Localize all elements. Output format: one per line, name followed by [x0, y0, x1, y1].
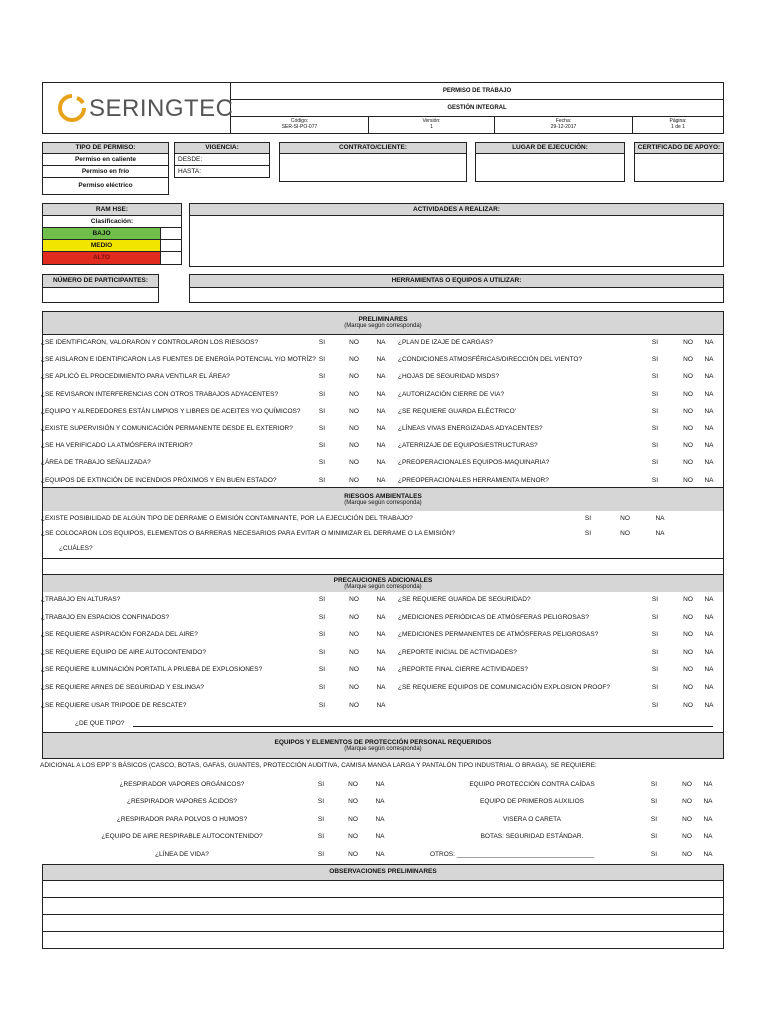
epp-header: EQUIPOS Y ELEMENTOS DE PROTECCIÓN PERSONAL REQUERIDOS (Marque según corresponda) — [42, 732, 724, 759]
ambientales-header: RIESGOS AMBIENTALES (Marque según corresponda) — [42, 487, 724, 512]
option-na[interactable]: NA — [376, 339, 386, 346]
form-subtitle: GESTIÓN INTEGRAL — [447, 105, 507, 111]
option-si[interactable]: SI — [318, 459, 326, 467]
question-right: ¿AUTORIZACIÓN CIERRE DE VIA? — [398, 390, 505, 398]
epp-item-right: OTROS: ______________________________________ — [430, 850, 595, 858]
option-si[interactable]: SI — [651, 631, 659, 639]
epp-item-left: ¿EQUIPO DE AIRE RESPIRABLE AUTOCONTENIDO? — [101, 833, 263, 841]
option-na[interactable]: NA — [703, 798, 713, 806]
epp-body — [42, 759, 724, 863]
option-si[interactable]: SI — [317, 833, 325, 841]
option-no[interactable]: NO — [683, 596, 693, 603]
logo-ring-icon — [57, 93, 87, 123]
option-na[interactable]: NA — [704, 390, 714, 398]
option-na[interactable]: NA — [375, 798, 385, 806]
question-right: ¿PREOPERACIONALES EQUIPOS-MAQUINARIA? — [398, 459, 550, 467]
option-no[interactable]: NO — [349, 631, 359, 639]
meta-row — [231, 117, 723, 133]
option-no[interactable]: NO — [683, 701, 693, 709]
question-left: ¿TRABAJO EN ESPACIOS CONFINADOS? — [41, 613, 170, 621]
option-na[interactable]: NA — [375, 815, 385, 823]
option-na[interactable]: NA — [704, 442, 714, 450]
option-na[interactable]: NA — [655, 515, 665, 522]
ram-header: RAM HSE: — [42, 203, 182, 216]
preliminares-subtitle: (Marque según corresponda) — [344, 323, 422, 329]
option-si[interactable]: SI — [317, 815, 325, 823]
meta-page-label: Página: — [669, 118, 687, 124]
option-si[interactable]: SI — [584, 530, 592, 537]
ambientales-question: ¿SE COLOCARON LOS EQUIPOS, ELEMENTOS O BARRERAS NECESARIOS PARA EVITAR O MINIMIZAR EL DERRAME O LA EMISIÓN? — [41, 530, 456, 537]
precauciones-body — [42, 592, 724, 733]
logo-wordmark: SERINGTEC — [89, 95, 234, 122]
option-si[interactable]: SI — [318, 648, 326, 656]
option-si[interactable]: SI — [317, 850, 325, 858]
option-si[interactable]: SI — [318, 666, 326, 674]
question-left: ¿SE REQUIERE ARNES DE SEGURIDAD Y ESLINGA? — [41, 684, 205, 691]
question-right: ¿PLAN DE IZAJE DE CARGAS? — [398, 339, 493, 346]
question-right: ¿SE REQUIERE GUARDA ELÉCTRICO' — [398, 407, 516, 415]
participantes-field[interactable] — [42, 287, 159, 303]
option-no[interactable]: NO — [349, 459, 359, 467]
lugar-field[interactable] — [475, 153, 625, 182]
meta-date-value: 29-12-2017 — [550, 124, 577, 130]
option-si[interactable]: SI — [318, 631, 326, 639]
option-na[interactable]: NA — [376, 666, 386, 674]
observaciones-header: OBSERVACIONES PRELIMINARES — [42, 864, 724, 881]
actividades-field[interactable] — [189, 215, 724, 267]
option-na[interactable]: NA — [704, 596, 714, 603]
question-right: ¿ATERRIZAJE DE EQUIPOS/ESTRUCTURAS? — [398, 442, 538, 450]
tipo-permiso-option[interactable]: Permiso eléctrico — [42, 177, 169, 195]
option-no[interactable]: NO — [683, 631, 693, 639]
option-no[interactable]: NO — [349, 596, 359, 603]
option-na[interactable]: NA — [376, 356, 386, 364]
option-si[interactable]: SI — [651, 596, 659, 603]
option-na[interactable]: NA — [376, 631, 386, 639]
option-no[interactable]: NO — [682, 798, 692, 806]
vigencia-header: VIGENCIA: — [174, 142, 270, 154]
question-right: ¿HOJAS DE SEGURIDAD MSDS? — [398, 373, 500, 381]
form-header — [42, 82, 724, 134]
option-na[interactable]: NA — [704, 701, 714, 709]
question-left: ¿SE REQUIERE EQUIPO DE AIRE AUTOCONTENIDO? — [41, 648, 206, 656]
option-no[interactable]: NO — [620, 530, 630, 537]
option-si[interactable]: SI — [318, 339, 326, 346]
question-left: ¿ÁREA DE TRABAJO SEÑALIZADA? — [41, 459, 151, 467]
question-left: ¿SE IDENTIFICARON, VALORARON Y CONTROLARON LOS RIESGOS? — [41, 339, 259, 346]
option-no[interactable]: NO — [348, 833, 358, 841]
epp-item-right: EQUIPO PROTECCIÓN CONTRA CAÍDAS — [469, 781, 595, 788]
option-na[interactable]: NA — [376, 425, 386, 432]
participantes-header: NÚMERO DE PARTICIPANTES: — [42, 274, 159, 288]
option-si[interactable]: SI — [318, 476, 326, 484]
option-na[interactable]: NA — [704, 356, 714, 364]
option-na[interactable]: NA — [704, 407, 714, 415]
option-si[interactable]: SI — [651, 613, 659, 621]
preliminares-rows — [43, 335, 723, 487]
option-na[interactable]: NA — [704, 666, 714, 674]
option-na[interactable]: NA — [376, 596, 386, 603]
preliminares-title: PRELIMINARES — [358, 316, 408, 323]
option-no[interactable]: NO — [348, 798, 358, 806]
option-si[interactable]: SI — [651, 666, 659, 674]
option-no[interactable]: NO — [620, 515, 630, 522]
option-no[interactable]: NO — [683, 339, 693, 346]
question-left: ¿SE APLICÓ EL PROCEDIMIENTO PARA VENTILAR EL ÁREA? — [41, 373, 230, 381]
option-na[interactable]: NA — [375, 833, 385, 841]
option-no[interactable]: NO — [349, 373, 359, 381]
option-no[interactable]: NO — [683, 356, 693, 364]
option-si[interactable]: SI — [651, 684, 659, 691]
question-right: ¿MEDICIONES PERMANENTES DE ATMÓSFERAS PELIGROSAS? — [398, 631, 599, 639]
question-right: ¿REPORTE FINAL CIERRE ACTIVIDADES? — [398, 666, 529, 674]
option-no[interactable]: NO — [683, 684, 693, 691]
vigencia-hasta-field[interactable]: HASTA: — [174, 165, 270, 178]
meta-version-label: Versión: — [422, 118, 441, 124]
option-na[interactable]: NA — [704, 373, 714, 381]
option-na[interactable]: NA — [376, 648, 386, 656]
epp-item-left: ¿RESPIRADOR PARA POLVOS O HUMOS? — [116, 815, 248, 823]
option-si[interactable]: SI — [318, 407, 326, 415]
ram-level-bajo[interactable]: BAJO — [42, 227, 161, 240]
option-si[interactable]: SI — [651, 356, 659, 364]
observaciones-line[interactable] — [42, 897, 724, 915]
option-no[interactable]: NO — [349, 339, 359, 346]
form-title: PERMISO DE TRABAJO — [442, 88, 512, 94]
contrato-header: CONTRATO/CLIENTE: — [279, 142, 467, 154]
option-no[interactable]: NO — [349, 407, 359, 415]
option-si[interactable]: SI — [651, 701, 659, 709]
option-si[interactable]: SI — [318, 596, 326, 603]
option-na[interactable]: NA — [376, 373, 386, 381]
option-si[interactable]: SI — [650, 833, 658, 841]
option-na[interactable]: NA — [704, 631, 714, 639]
option-no[interactable]: NO — [349, 648, 359, 656]
option-no[interactable]: NO — [683, 613, 693, 621]
option-na[interactable]: NA — [376, 459, 386, 467]
question-left: ¿TRABAJO EN ALTURAS? — [41, 596, 121, 603]
option-si[interactable]: SI — [317, 798, 325, 806]
option-no[interactable]: NO — [683, 648, 693, 656]
observaciones-line[interactable] — [42, 931, 724, 949]
option-no[interactable]: NO — [683, 407, 693, 415]
tipo-permiso-option[interactable]: Permiso en caliente — [42, 153, 169, 166]
certificado-header: CERTIFICADO DE APOYO: — [634, 142, 724, 154]
option-si[interactable]: SI — [651, 459, 659, 467]
option-na[interactable]: NA — [655, 530, 665, 537]
option-na[interactable]: NA — [704, 684, 714, 691]
option-no[interactable]: NO — [683, 442, 693, 450]
option-na[interactable]: NA — [376, 442, 386, 450]
option-no[interactable]: NO — [683, 459, 693, 467]
option-na[interactable]: NA — [375, 781, 385, 788]
option-si[interactable]: SI — [650, 815, 658, 823]
option-si[interactable]: SI — [651, 339, 659, 346]
option-na[interactable]: NA — [375, 850, 385, 858]
precauciones-rows — [43, 592, 723, 716]
option-si[interactable]: SI — [318, 373, 326, 381]
company-logo — [43, 83, 234, 133]
option-si[interactable]: SI — [318, 613, 326, 621]
option-no[interactable]: NO — [349, 701, 359, 709]
question-left: ¿EQUIPOS DE EXTINCIÓN DE INCENDIOS PRÓXIMOS Y EN BUEN ESTADO? — [41, 476, 277, 484]
option-na[interactable]: NA — [376, 701, 386, 709]
option-si[interactable]: SI — [651, 648, 659, 656]
option-si[interactable]: SI — [318, 684, 326, 691]
option-no[interactable]: NO — [683, 666, 693, 674]
option-si[interactable]: SI — [318, 701, 326, 709]
question-left: ¿SE REVISARON INTERFERENCIAS CON OTROS TRABAJOS ADYACENTES? — [41, 390, 279, 398]
option-no[interactable]: NO — [683, 390, 693, 398]
precauciones-header: PRECAUCIONES ADICIONALES (Marque según corresponda) — [42, 574, 724, 593]
option-si[interactable]: SI — [651, 425, 659, 432]
ram-classification-label: Clasificación: — [42, 215, 182, 228]
question-left: ¿EXISTE SUPERVISIÓN Y COMUNICACIÓN PERMANENTE DESDE EL EXTERIOR? — [41, 425, 293, 432]
question-left: ¿EQUIPO Y ALREDEDORES ESTÁN LIMPIOS Y LIBRES DE ACEITES Y/O QUÍMICOS? — [41, 407, 301, 415]
option-si[interactable]: SI — [651, 407, 659, 415]
herramientas-field[interactable] — [189, 287, 724, 303]
option-si[interactable]: SI — [651, 373, 659, 381]
meta-code-label: Código: — [290, 118, 309, 124]
option-no[interactable]: NO — [349, 684, 359, 691]
option-no[interactable]: NO — [683, 373, 693, 381]
option-na[interactable]: NA — [704, 339, 714, 346]
question-left: ¿SE AISLARON E IDENTIFICARON LAS FUENTES DE ENERGÍA POTENCIAL Y/O MOTRÍZ? — [41, 356, 316, 364]
option-na[interactable]: NA — [703, 833, 713, 841]
option-no[interactable]: NO — [349, 613, 359, 621]
epp-rows — [42, 777, 724, 863]
tipo-permiso-option[interactable]: Permiso en frío — [42, 165, 169, 178]
epp-item-right: EQUIPO DE PRIMEROS AUXILIOS — [479, 798, 585, 806]
option-na[interactable]: NA — [376, 613, 386, 621]
cuales-label: ¿CUÁLES? — [59, 545, 93, 552]
question-left: ¿SE REQUIERE ASPIRACIÓN FORZADA DEL AIRE? — [41, 631, 198, 639]
option-no[interactable]: NO — [348, 815, 358, 823]
meta-page-value: 1 de 1 — [671, 124, 685, 130]
meta-code-value: SER-SI-PO-077 — [281, 124, 318, 130]
option-si[interactable]: SI — [318, 390, 326, 398]
option-na[interactable]: NA — [704, 476, 714, 484]
option-na[interactable]: NA — [704, 613, 714, 621]
option-na[interactable]: NA — [704, 425, 714, 432]
option-si[interactable]: SI — [318, 425, 326, 432]
option-no[interactable]: NO — [348, 850, 358, 858]
option-si[interactable]: SI — [650, 850, 658, 858]
option-no[interactable]: NO — [349, 476, 359, 484]
option-no[interactable]: NO — [349, 356, 359, 364]
ambientales-cuales-field[interactable] — [42, 558, 724, 575]
option-no[interactable]: NO — [683, 476, 693, 484]
epp-item-left: ¿LÍNEA DE VIDA? — [155, 850, 209, 858]
lugar-header: LUGAR DE EJECUCIÓN: — [475, 142, 625, 154]
herramientas-header: HERRAMIENTAS O EQUIPOS A UTILIZAR: — [189, 274, 724, 288]
option-na[interactable]: NA — [704, 648, 714, 656]
observaciones-line[interactable] — [42, 880, 724, 898]
option-no[interactable]: NO — [349, 390, 359, 398]
option-si[interactable]: SI — [650, 798, 658, 806]
certificado-field[interactable] — [634, 153, 724, 182]
question-right: ¿MEDICIONES PERIÓDICAS DE ATMÓSFERAS PELIGROSAS? — [398, 613, 589, 621]
option-si[interactable]: SI — [317, 781, 325, 788]
option-no[interactable]: NO — [682, 850, 692, 858]
option-na[interactable]: NA — [376, 684, 386, 691]
option-si[interactable]: SI — [651, 390, 659, 398]
option-no[interactable]: NO — [682, 833, 692, 841]
option-si[interactable]: SI — [318, 356, 326, 364]
question-right: ¿LÍNEAS VIVAS ENERGIZADAS ADYACENTES? — [398, 425, 543, 432]
question-right: ¿PREOPERACIONALES HERRAMIENTA MENOR? — [398, 476, 549, 484]
question-left: ¿SE REQUIERE USAR TRIPODE DE RESCATE? — [41, 701, 187, 709]
option-no[interactable]: NO — [349, 442, 359, 450]
option-na[interactable]: NA — [703, 815, 713, 823]
epp-intro: ADICIONAL A LOS EPP´S BÁSICOS (CASCO, BOTAS, GAFAS, GUANTES, PROTECCIÓN AUDITIVA, CAMISA MANGA LARGA Y PANTALÓN TIPO INDUSTRIAL O BRAGA), SE REQUIERE: — [40, 762, 597, 769]
option-na[interactable]: NA — [376, 407, 386, 415]
tipo-permiso-header: TIPO DE PERMISO: — [42, 142, 169, 154]
option-si[interactable]: SI — [584, 515, 592, 522]
option-no[interactable]: NO — [348, 781, 358, 788]
option-na[interactable]: NA — [376, 476, 386, 484]
option-na[interactable]: NA — [376, 390, 386, 398]
option-si[interactable]: SI — [318, 442, 326, 450]
vigencia-desde-field[interactable]: DESDE: — [174, 153, 270, 166]
option-na[interactable]: NA — [704, 459, 714, 467]
question-left: ¿SE REQUIERE ILUMINACIÓN PORTATIL A PRUEBA DE EXPLOSIONES? — [41, 666, 263, 674]
option-no[interactable]: NO — [682, 781, 692, 788]
epp-item-left: ¿RESPIRADOR VAPORES ORGÁNICOS? — [119, 781, 245, 788]
actividades-header: ACTIVIDADES A REALIZAR: — [189, 203, 724, 216]
option-no[interactable]: NO — [349, 666, 359, 674]
epp-item-right: BOTAS: SEGURIDAD ESTÁNDAR. — [480, 833, 584, 841]
preliminares-section — [42, 311, 724, 488]
meta-date-label: Fecha: — [555, 118, 572, 124]
option-no[interactable]: NO — [683, 425, 693, 432]
de-que-tipo-line[interactable] — [133, 726, 713, 727]
option-si[interactable]: SI — [651, 476, 659, 484]
epp-item-left: ¿RESPIRADOR VAPORES ÁCIDOS? — [126, 798, 238, 806]
meta-version-value: 1 — [430, 124, 433, 130]
question-right: ¿SE REQUIERE GUARDA DE SEGURIDAD? — [398, 596, 531, 603]
ambientales-question: ¿EXISTE POSIBILIDAD DE ALGÚN TIPO DE DERRAME O EMISIÓN CONTAMINANTE, POR LA EJECUCIÓN DEL TRABAJO? — [41, 515, 413, 522]
epp-item-right: VISERA O CARETA — [502, 815, 562, 823]
ram-level-alto[interactable]: ALTO — [42, 251, 161, 265]
contrato-field[interactable] — [279, 153, 467, 182]
option-si[interactable]: SI — [650, 781, 658, 788]
option-na[interactable]: NA — [703, 850, 713, 858]
ram-level-medio[interactable]: MEDIO — [42, 239, 161, 252]
option-na[interactable]: NA — [703, 781, 713, 788]
ambientales-body — [42, 511, 724, 559]
question-right: ¿CONDICIONES ATMOSFÉRICAS/DIRECCIÓN DEL VIENTO? — [398, 356, 583, 364]
option-no[interactable]: NO — [682, 815, 692, 823]
option-si[interactable]: SI — [651, 442, 659, 450]
ram-check-alto[interactable] — [160, 251, 182, 265]
observaciones-line[interactable] — [42, 914, 724, 932]
de-que-tipo-label: ¿DE QUE TIPO? — [75, 720, 125, 727]
option-no[interactable]: NO — [349, 425, 359, 432]
question-left: ¿SE HA VERIFICADO LA ATMÓSFERA INTERIOR? — [41, 442, 193, 450]
question-right: ¿SE REQUIERE EQUIPOS DE COMUNICACIÓN EXPLOSION PROOF? — [398, 684, 611, 691]
question-right: ¿REPORTE INICIAL DE ACTIVIDADES? — [398, 648, 517, 656]
